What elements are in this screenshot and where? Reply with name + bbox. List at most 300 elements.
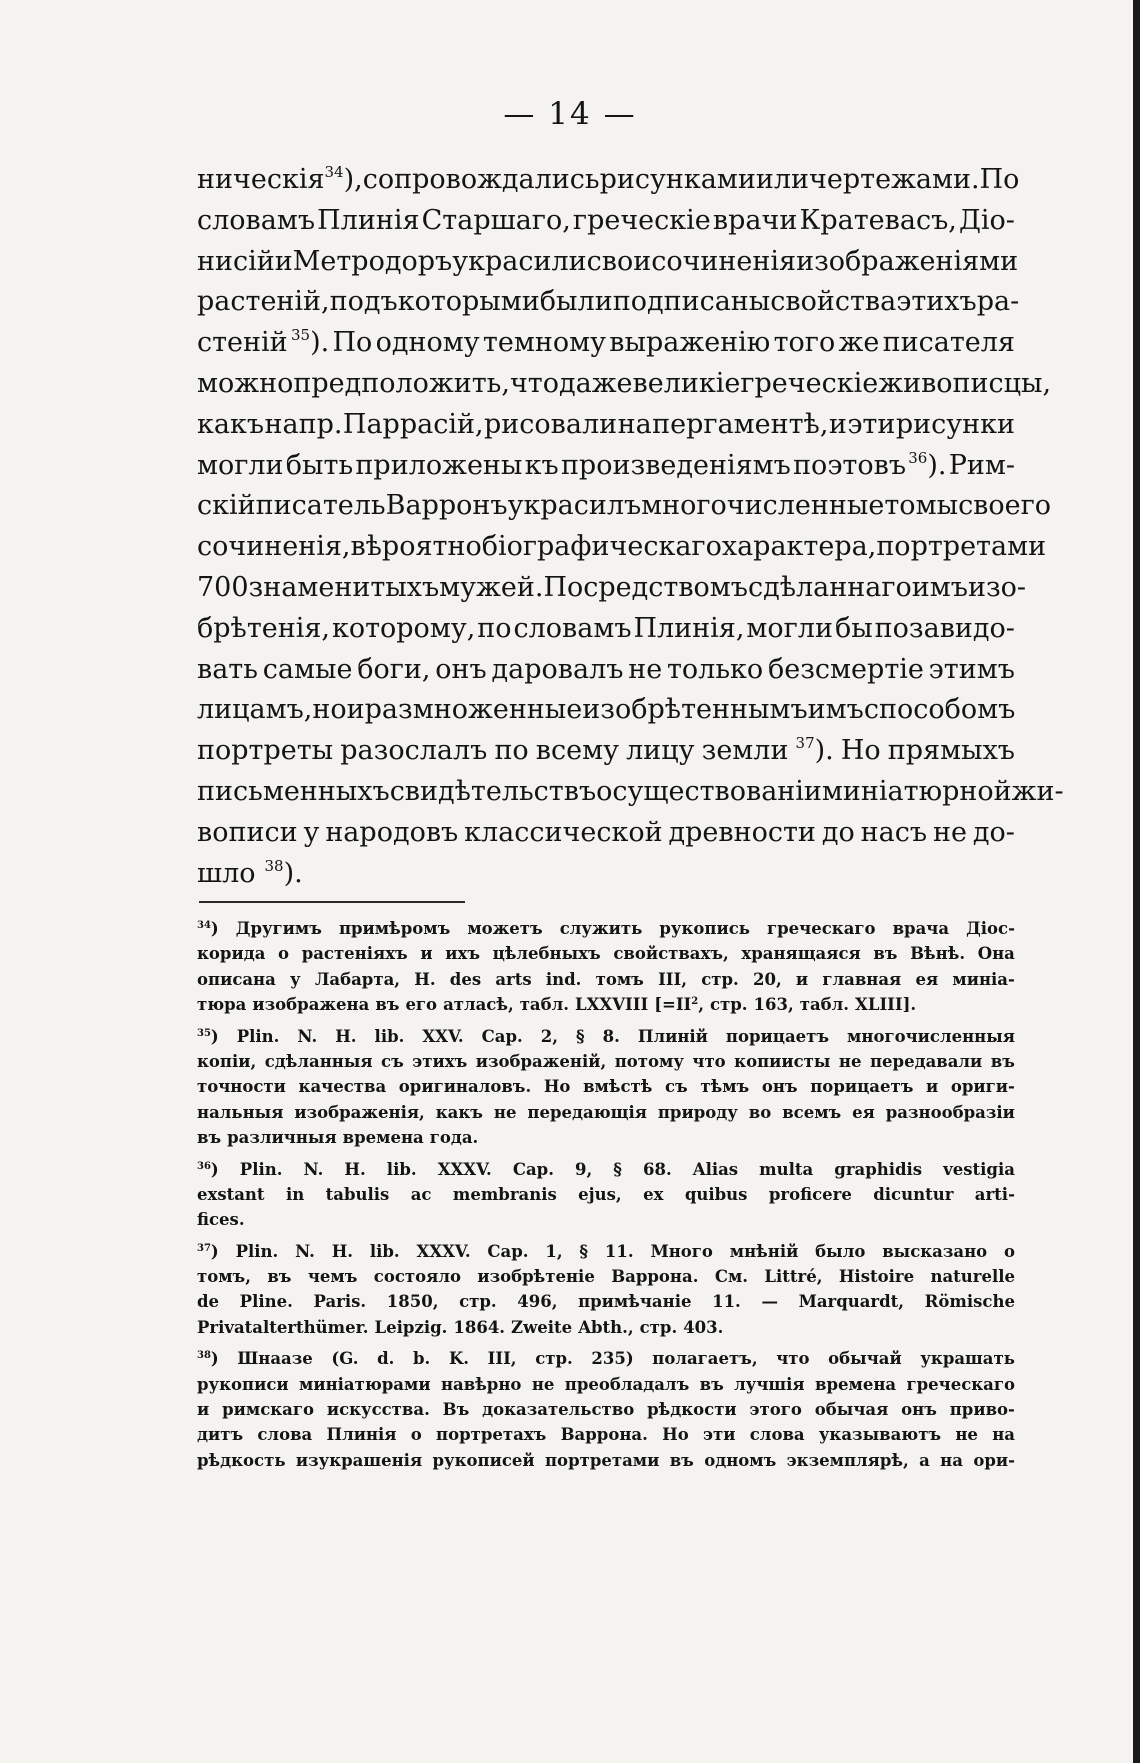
word: изо- (967, 571, 1027, 603)
word: какъ (435, 1102, 483, 1122)
word: своего (958, 490, 1052, 522)
word: слова (749, 1425, 805, 1445)
word: корида (197, 944, 266, 964)
word: лицу (626, 735, 695, 767)
word: Alias (692, 1159, 739, 1179)
word: великіе (632, 367, 741, 399)
word: его (405, 995, 438, 1015)
word: миніатюрами (299, 1374, 431, 1394)
word: рукописи (197, 1374, 289, 1394)
word: Römische (924, 1292, 1015, 1312)
word: во (748, 1102, 772, 1122)
word: того (773, 327, 836, 359)
word: искусства. (326, 1400, 430, 1420)
footnote-marker: 36 (197, 1160, 211, 1172)
word: Много (650, 1241, 713, 1261)
footnote-line (197, 1074, 1015, 1099)
word: греческіе (572, 204, 711, 236)
word: этихъ (412, 1051, 468, 1071)
word: — (761, 1292, 778, 1312)
word: Но (543, 1077, 571, 1097)
word: дитъ (197, 1425, 244, 1445)
word: изображеніями (796, 245, 1019, 277)
word: tabulis (325, 1184, 390, 1204)
word: изображена (252, 995, 370, 1015)
footnote-line (197, 941, 1015, 966)
word: vestigia (943, 1159, 1015, 1179)
footnote-line (197, 1239, 1015, 1264)
word: рисунки (895, 408, 1015, 440)
word: украшать (920, 1349, 1015, 1369)
word: Кратевасъ, (799, 204, 957, 236)
word: подъ (329, 286, 398, 318)
word: доказательство (482, 1400, 635, 1420)
word: тѣмъ (700, 1077, 750, 1097)
word: въ (699, 1374, 724, 1394)
word: Но (662, 1425, 689, 1445)
footnote-line (197, 1024, 1015, 1049)
word: сочиненія (651, 245, 797, 277)
word: имъ (807, 694, 864, 726)
word: римскаго (222, 1400, 314, 1420)
word: не (838, 1051, 862, 1071)
body-line (197, 242, 1019, 283)
word: оригиналовъ. (398, 1077, 532, 1097)
word: вмѣстѣ (583, 1077, 653, 1097)
word: 163, (753, 995, 794, 1015)
word: § (576, 1026, 585, 1046)
word: въ (267, 1267, 292, 1287)
word: Старшаго, (421, 204, 571, 236)
word: разнообразіи (885, 1102, 1015, 1122)
word: Privatalterthümer. (197, 1317, 369, 1337)
word: Варрона. (611, 1267, 699, 1287)
word: изобрѣтеніе (477, 1267, 595, 1287)
word: онъ (435, 653, 487, 685)
word: 403. (683, 1317, 724, 1337)
word: многочисленныя (847, 1026, 1015, 1046)
word: передающія (527, 1102, 647, 1122)
word: въ (873, 944, 898, 964)
word: высказано (882, 1241, 988, 1261)
word: Метродоръ (292, 245, 453, 277)
word: въ (197, 1128, 222, 1148)
word: поэтовъ (793, 449, 907, 481)
footnote-36 (197, 1157, 1015, 1233)
body-line (197, 486, 1052, 527)
word: греческаго (767, 919, 876, 938)
word: у (290, 969, 301, 989)
word: H. (331, 1241, 354, 1261)
word: писателя (882, 327, 1015, 359)
word: и (420, 944, 433, 964)
word: не (628, 653, 663, 685)
word: года. (429, 1128, 479, 1148)
word: вописи (197, 816, 298, 848)
word: размноженные (364, 694, 583, 726)
word: и (795, 969, 809, 989)
word: и (828, 408, 847, 440)
word: съ (665, 1077, 688, 1097)
word: напр. (264, 408, 343, 440)
word: лучшія (734, 1374, 805, 1394)
word: греческіе (740, 367, 879, 399)
word: на (992, 1425, 1015, 1445)
word: LXXVIII (575, 995, 649, 1015)
word: Cap. (481, 1026, 523, 1046)
word: состояло (373, 1267, 461, 1287)
footnote-line (197, 1207, 1015, 1232)
word: ра- (976, 286, 1020, 318)
body-line (197, 609, 1015, 650)
word: arti- (974, 1184, 1015, 1204)
body-line (197, 446, 1015, 487)
word: древности (668, 816, 816, 848)
word: de (197, 1292, 220, 1312)
word: къ (524, 449, 559, 481)
word: ихъ (445, 944, 480, 964)
word: народовъ (325, 816, 459, 848)
word: рисовали (484, 408, 618, 440)
word: des (449, 969, 482, 989)
footnote-line (197, 1422, 1015, 1447)
word: свойства (770, 286, 897, 318)
word: было (815, 1241, 866, 1261)
word: свидѣтельствъ (389, 775, 597, 807)
word: не (531, 1374, 555, 1394)
word: 1, (545, 1241, 563, 1261)
word: Cap. (487, 1241, 529, 1261)
footnote-line (197, 1372, 1015, 1397)
word: ind. (545, 969, 582, 989)
word: сдѣланныя (264, 1051, 373, 1071)
word: K. (448, 1349, 470, 1369)
footnote-line (197, 1125, 1015, 1150)
body-line (197, 527, 1047, 568)
word: растеніяхъ (301, 944, 408, 964)
word: самые (262, 653, 353, 685)
word: точности (197, 1077, 286, 1097)
body-line (197, 364, 1052, 405)
body-line (197, 568, 1027, 609)
word: растеній, (197, 286, 330, 318)
word: времена (342, 1128, 424, 1148)
footnote-marker: 37 (197, 1242, 211, 1254)
word: ex (643, 1184, 664, 1204)
word: Посредствомъ (543, 571, 748, 603)
word: ея (852, 1102, 875, 1122)
word: Плинія, (633, 612, 745, 644)
word: портретахъ (436, 1425, 547, 1445)
word: даже (559, 367, 633, 399)
word: стеній (197, 327, 288, 359)
word: свойствахъ, (613, 944, 729, 964)
footnote-marker: 2 (691, 996, 699, 1008)
word: мужей. (439, 571, 544, 603)
word: Плинія (326, 1425, 397, 1445)
word: $^{38}$). (264, 856, 303, 889)
word: $^{38}$) (197, 1349, 219, 1369)
word: Лабарта, (314, 969, 401, 989)
word: о (1003, 1241, 1015, 1261)
word: Pline. (239, 1292, 293, 1312)
word: прямыхъ (887, 735, 1015, 767)
word: H. (414, 969, 436, 989)
word: могли (197, 449, 284, 481)
word: письменныхъ (197, 775, 390, 807)
word: безсмертіе (767, 653, 924, 685)
word: proficere (768, 1184, 852, 1204)
word: Она (977, 944, 1015, 964)
word: указываютъ (818, 1425, 942, 1445)
word: этихъ (896, 286, 977, 318)
word: въ (669, 1450, 694, 1470)
footnote-line (197, 1100, 1015, 1125)
word: приложены (355, 449, 523, 481)
word: Варронъ (385, 490, 508, 522)
word: темному (482, 327, 606, 359)
word: до (821, 816, 855, 848)
word: naturelle (930, 1267, 1015, 1287)
word: Plin. (235, 1241, 279, 1261)
word: нальныя (197, 1102, 284, 1122)
word: портреты (197, 735, 334, 767)
word: $^{36}$) (197, 1159, 219, 1179)
word: Plin. (236, 1026, 280, 1046)
word: (G. (331, 1349, 359, 1369)
word: Вѣнѣ. (910, 944, 966, 964)
word: боги, (357, 653, 431, 685)
word: Marquardt, (798, 1292, 905, 1312)
word: 11. (712, 1292, 741, 1312)
word: земли (701, 735, 789, 767)
word: съ (381, 1051, 404, 1071)
word: 235) (591, 1349, 634, 1369)
word: одному (375, 327, 480, 359)
word: и (197, 1400, 210, 1420)
word: можетъ (467, 919, 543, 938)
word: изобрѣтеннымъ (582, 694, 808, 726)
word: сочиненія, (197, 531, 351, 563)
footnote-marker: 35 (197, 1027, 211, 1039)
word: врачи (712, 204, 798, 236)
body-line (197, 323, 1015, 364)
word: ориги- (950, 1077, 1015, 1097)
footnote-marker: 34 (324, 163, 344, 181)
footnote-line (197, 1264, 1015, 1289)
word: membranis (452, 1184, 557, 1204)
word: греческаго (906, 1374, 1015, 1394)
word: Варрона. (560, 1425, 648, 1445)
word: и (274, 245, 293, 277)
footnote-marker: 34 (197, 920, 211, 931)
body-line (197, 813, 1015, 854)
word: рѣдкость (197, 1450, 286, 1470)
word: Паррасій, (342, 408, 484, 440)
word: 11. (604, 1241, 634, 1261)
word: N. (297, 1026, 318, 1046)
word: $^{37}$) (197, 1241, 219, 1261)
word: времена (815, 1374, 897, 1394)
word: подписаны (612, 286, 771, 318)
word: украсили (452, 245, 587, 277)
footnotes (197, 916, 1015, 1473)
word: Другимъ (235, 919, 322, 938)
word: миніатюрной (821, 775, 1012, 807)
word: вѣроятно (350, 531, 482, 563)
footnote-marker: 36 (908, 448, 928, 467)
footnote-marker: 38 (197, 1350, 211, 1362)
word: стр. (639, 1317, 678, 1337)
word: по (494, 735, 529, 767)
word: arts (495, 969, 532, 989)
word: бы (834, 612, 873, 644)
word: graphidis (834, 1159, 923, 1179)
word: этого (749, 1400, 802, 1420)
footnote-35 (197, 1024, 1015, 1151)
word: эти (847, 408, 896, 440)
word: Шнаазе (237, 1349, 313, 1369)
word: не (932, 816, 967, 848)
word: можно (197, 367, 294, 399)
word: до- (972, 816, 1015, 848)
word: Въ (442, 1400, 470, 1420)
word: преобладалъ (564, 1374, 690, 1394)
word: описана (197, 969, 276, 989)
word: портретами (544, 1450, 660, 1470)
word: Плинія (317, 204, 420, 236)
word: Но (840, 735, 881, 767)
word: XXXV. (437, 1159, 492, 1179)
word: атласѣ, (443, 995, 514, 1015)
word: сдѣланнаго (747, 571, 912, 603)
word: не (955, 1425, 978, 1445)
word: in (285, 1184, 305, 1204)
word: всему (535, 735, 619, 767)
word: ejus, (578, 1184, 622, 1204)
scan-edge (1133, 0, 1140, 1763)
footnote-rule (199, 901, 465, 903)
word: изукрашенія (295, 1450, 423, 1470)
word: эти (702, 1425, 736, 1445)
word: стр. (459, 1292, 497, 1312)
word: живописцы, (878, 367, 1052, 399)
word: d. (377, 1349, 395, 1369)
word: Abth., (578, 1317, 634, 1337)
word: и (346, 694, 365, 726)
word: слова (257, 1425, 313, 1445)
word: XLIII]. (855, 995, 917, 1015)
word: По (979, 164, 1020, 195)
word: $^{35}$) (197, 1026, 219, 1046)
word: рукопись (659, 919, 750, 938)
word: копиисты (734, 1051, 831, 1071)
word: Діо- (958, 204, 1015, 236)
word: Плиній (637, 1026, 708, 1046)
word: 496, (517, 1292, 558, 1312)
footnote-38 (197, 1346, 1015, 1473)
word: главная (822, 969, 902, 989)
word: на (617, 408, 652, 440)
word: примѣромъ (338, 919, 451, 938)
word: что (509, 367, 559, 399)
word: приво- (949, 1400, 1015, 1420)
word: по (477, 612, 512, 644)
word: были (539, 286, 613, 318)
word: существованіи (612, 775, 822, 807)
footnote-line (197, 916, 1015, 941)
word: $^{36}$). (908, 448, 947, 481)
word: о (410, 1425, 422, 1445)
word: что (692, 1051, 726, 1071)
word: III, (658, 969, 687, 989)
word: онъ (761, 1077, 798, 1097)
footnote-line (197, 967, 1015, 992)
word: многочисленные (641, 490, 885, 522)
word: § (579, 1241, 589, 1261)
word: стр. (535, 1349, 573, 1369)
word: копіи, (197, 1051, 257, 1071)
word: изображеній, (475, 1051, 607, 1071)
footnote-line (197, 1157, 1015, 1182)
word: См. (714, 1267, 749, 1287)
word: N. (303, 1159, 324, 1179)
word: свои (586, 245, 652, 277)
word: цѣлебныхъ (492, 944, 601, 964)
word: въ (990, 1051, 1015, 1071)
word: шло (197, 857, 256, 889)
word: сопровождались (362, 164, 600, 195)
footnote-line (197, 1289, 1015, 1314)
word: что (776, 1349, 810, 1369)
word: которыми (397, 286, 540, 318)
word: скій (197, 490, 256, 522)
word: Cap. (512, 1159, 554, 1179)
word: брѣтенія, (197, 612, 330, 644)
word: выраженію (609, 327, 771, 359)
footnote-34 (197, 916, 1015, 1018)
word: 68. (643, 1159, 672, 1179)
word: чертежами. (809, 164, 980, 195)
footnote-line (197, 1448, 1015, 1473)
word: быть (285, 449, 354, 481)
word: качества (298, 1077, 387, 1097)
word: ея (915, 969, 939, 989)
word: у (303, 816, 320, 848)
word: По (332, 327, 373, 359)
word: различныя (227, 1128, 337, 1148)
word: способомъ (863, 694, 1016, 726)
word: изображенія, (294, 1102, 425, 1122)
word: примѣчаніе (578, 1292, 692, 1312)
word: рисунками (599, 164, 756, 195)
word: какъ (197, 408, 265, 440)
word: fices. (197, 1210, 245, 1230)
word: мнѣній (729, 1241, 799, 1261)
body-line (197, 160, 1020, 201)
word: а (919, 1450, 930, 1470)
word: чемъ (307, 1267, 358, 1287)
word: классической (464, 816, 663, 848)
word: 2, (540, 1026, 558, 1046)
word: 8. (602, 1026, 620, 1046)
word: хранящаяся (741, 944, 861, 964)
word: порицаетъ (725, 1026, 830, 1046)
word: характера, (721, 531, 877, 563)
word: exstant (197, 1184, 265, 1204)
footnote-line (197, 1397, 1015, 1422)
word: экземплярѣ, (786, 1450, 909, 1470)
